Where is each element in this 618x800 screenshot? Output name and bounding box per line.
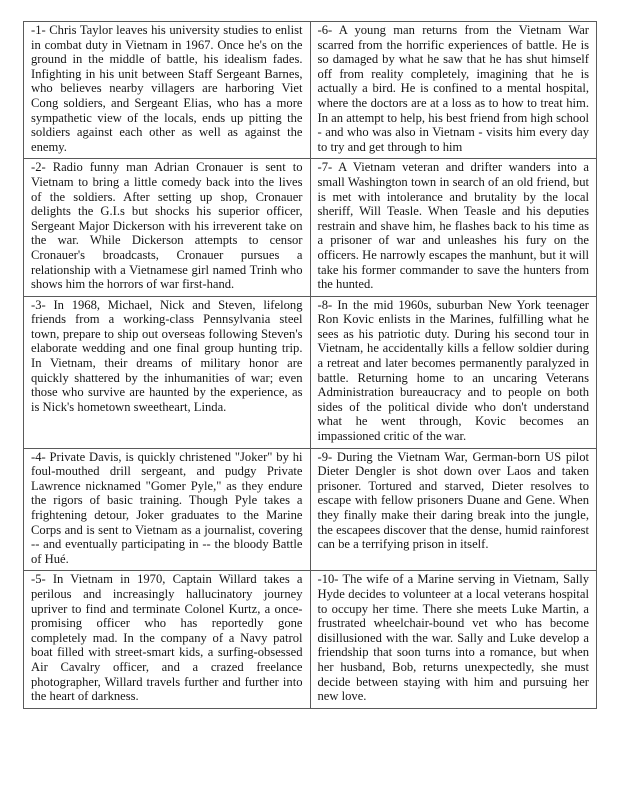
plot-summary-cell-9: -9- During the Vietnam War, German-born US pilot Dieter Dengler is shot down over Laos and taken prisoner. Tortured and starved, Dieter resolves to escape with fellow prisoners Duane and Gene. When they finally make their daring break into the jungle, the escapees discover that the dense, humid rainforest can be a terrifying prison in itself. bbox=[310, 448, 597, 571]
table-row bbox=[24, 159, 597, 296]
plot-summaries-table bbox=[23, 21, 597, 709]
plot-summary-cell-5: -5- In Vietnam in 1970, Captain Willard takes a perilous and increasingly hallucinatory journey upriver to find and terminate Colonel Kurtz, a once-promising officer who has reportedly gone completely mad. In the company of a Navy patrol boat filled with street-smart kids, a surfing-obsessed Air Cavalry officer, and a crazed freelance photographer, Willard travels further and further into the heart of darkness. bbox=[24, 571, 311, 708]
plot-summary-cell-3: -3- In 1968, Michael, Nick and Steven, lifelong friends from a working-class Pennsylvania steel town, prepare to ship out overseas following Steven's elaborate wedding and one final group hunting trip. In Vietnam, their dreams of military honor are quickly shattered by the inhumanities of war; even those who survive are haunted by the experience, as is Nick's hometown sweetheart, Linda. bbox=[24, 296, 311, 448]
plot-summary-cell-2: -2- Radio funny man Adrian Cronauer is sent to Vietnam to bring a little comedy back into the lives of the soldiers. After setting up shop, Cronauer delights the G.I.s but shocks his superior officer, Sergeant Major Dickerson with his irreverent take on the war. While Dickerson attempts to censor Cronauer's broadcasts, Cronauer pursues a relationship with a Vietnamese girl named Trinh who shows him the horrors of war first-hand. bbox=[24, 159, 311, 296]
table-row bbox=[24, 22, 597, 159]
plot-summary-cell-8: -8- In the mid 1960s, suburban New York teenager Ron Kovic enlists in the Marines, fulfilling what he sees as his patriotic duty. During his second tour in Vietnam, he accidentally kills a fellow soldier during a retreat and later becomes permanently paralyzed in battle. Returning home to an uncaring Veterans Administration bureaucracy and to people on both sides of the political divide who don't understand what he went through, Kovic becomes an impassioned critic of the war. bbox=[310, 296, 597, 448]
table-row bbox=[24, 448, 597, 571]
plot-summary-cell-7: -7- A Vietnam veteran and drifter wanders into a small Washington town in search of an old friend, but is met with intolerance and brutality by the local sheriff, Will Teasle. When Teasle and his deputies restrain and shave him, he flashes back to his time as a prisoner of war and unleashes his fury on the officers. He narrowly escapes the manhunt, but it will take his former commander to save the hunters from the hunted. bbox=[310, 159, 597, 296]
plot-summary-cell-6: -6- A young man returns from the Vietnam War scarred from the horrific experiences of battle. He is so damaged by what he saw that he has shut himself off from reality completely, imagining that he is actually a bird. He is confined to a mental hospital, where the doctors are at a loss as to how to treat him. In an attempt to help, his best friend from high school - and who was also in Vietnam - visits him every day to try and get through to him bbox=[310, 22, 597, 159]
table-row bbox=[24, 571, 597, 708]
table-row bbox=[24, 296, 597, 448]
plot-summary-cell-1: -1- Chris Taylor leaves his university studies to enlist in combat duty in Vietnam in 1967. Once he's on the ground in the middle of battle, his idealism fades. Infighting in his unit between Staff Sergeant Barnes, who believes nearby villagers are harboring Viet Cong soldiers, and Sergeant Elias, who has a more sympathetic view of the locals, ends up pitting the soldiers against each other as well as against the enemy. bbox=[24, 22, 311, 159]
plot-summary-cell-10: -10- The wife of a Marine serving in Vietnam, Sally Hyde decides to volunteer at a local veterans hospital to occupy her time. There she meets Luke Martin, a frustrated wheelchair-bound vet who has become disillusioned with the war. Sally and Luke develop a friendship that soon turns into a romance, but when her husband, Bob, returns unexpectedly, she must decide between staying with him and pursuing her new love. bbox=[310, 571, 597, 708]
plot-summary-cell-4: -4- Private Davis, is quickly christened "Joker" by hi foul-mouthed drill sergeant, and pudgy Private Lawrence nicknamed "Gomer Pyle," as they endure the rigors of basic training. Though Pyle takes a frightening detour, Joker graduates to the Marine Corps and is sent to Vietnam as a journalist, covering -- and eventually participating in -- the bloody Battle of Hué. bbox=[24, 448, 311, 571]
